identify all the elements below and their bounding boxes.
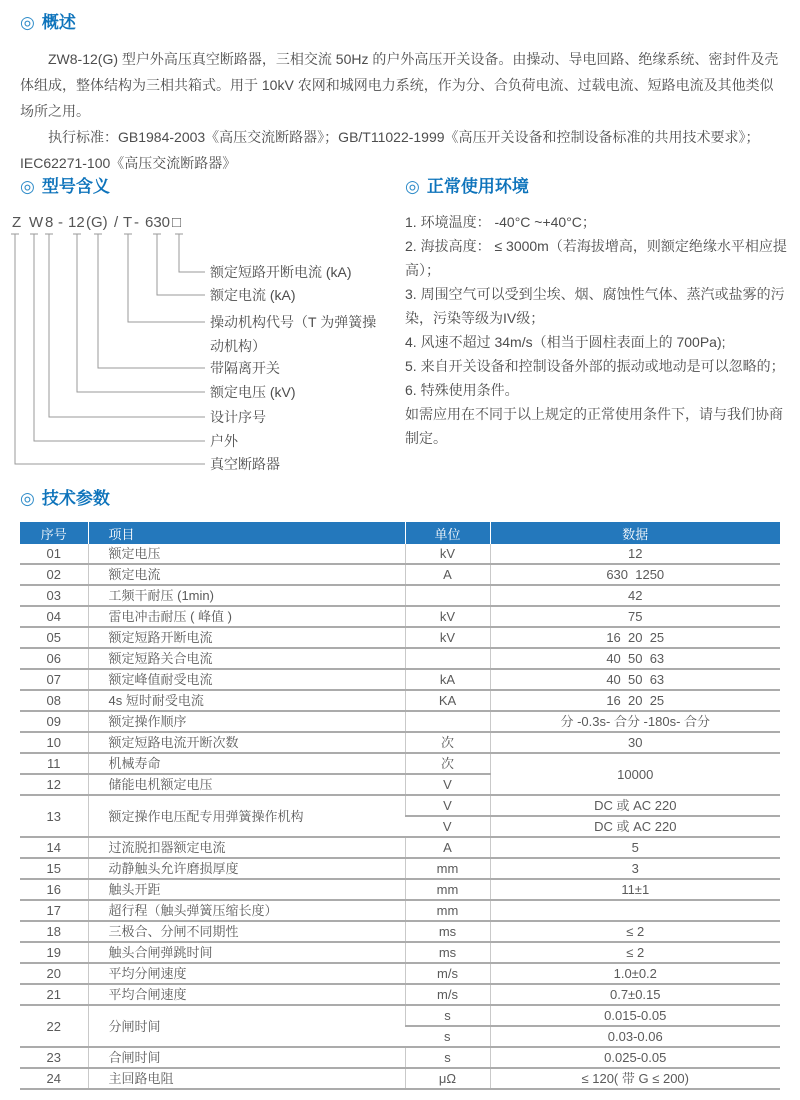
cell-no: 07: [20, 669, 88, 690]
overview-title-text: 概述: [41, 13, 76, 32]
cell-unit: s: [405, 1047, 490, 1068]
tech-params-header: [20, 522, 780, 544]
table-row: [20, 963, 780, 984]
cell-data: 3: [490, 858, 780, 879]
table-row: [20, 1047, 780, 1068]
cell-unit: s: [405, 1026, 490, 1047]
environment-title-text: 正常使用环境: [426, 177, 529, 196]
environment-conditions-list: [405, 210, 795, 450]
cell-unit: V: [405, 774, 490, 795]
cell-unit: mm: [405, 858, 490, 879]
cell-item: 额定电流: [88, 564, 405, 585]
environment-condition-line: 2. 海拔高度： ≤ 3000m（若海拔增高，则额定绝缘水平相应提高）；: [405, 238, 787, 278]
cell-unit: A: [405, 564, 490, 585]
cell-item: 平均合闸速度: [88, 984, 405, 1005]
cell-item: 平均分闸速度: [88, 963, 405, 984]
cell-unit: ms: [405, 921, 490, 942]
model-code-token: T: [123, 214, 133, 231]
cell-unit: 次: [405, 753, 490, 774]
model-code-label: 额定电流 (kA): [210, 287, 296, 303]
cell-unit: V: [405, 816, 490, 837]
cell-unit: ms: [405, 942, 490, 963]
cell-unit: mm: [405, 900, 490, 921]
table-row: [20, 690, 780, 711]
tech-params-table: [20, 522, 780, 1090]
header-cell-item: 项目: [88, 522, 405, 544]
cell-unit: kV: [405, 544, 490, 564]
table-row: [20, 753, 780, 774]
model-code-token: -: [58, 214, 63, 231]
cell-data: 75: [490, 606, 780, 627]
model-code-label: 带隔离开关: [210, 360, 280, 376]
cell-unit: kA: [405, 669, 490, 690]
cell-data: 0.7±0.15: [490, 984, 780, 1005]
cell-item: 额定短路电流开断次数: [88, 732, 405, 753]
table-row: [20, 606, 780, 627]
cell-no: 15: [20, 858, 88, 879]
table-row: [20, 942, 780, 963]
tech-params-title: [20, 488, 780, 510]
table-row: [20, 795, 780, 816]
cell-item: 额定峰值耐受电流: [88, 669, 405, 690]
table-row: [20, 921, 780, 942]
table-row: [20, 900, 780, 921]
cell-item: 过流脱扣器额定电流: [88, 837, 405, 858]
model-meaning-title: [20, 176, 110, 198]
overview-standards-paragraph: 执行标准：GB1984-2003《高压交流断路器》；GB/T11022-1999《高压开关设备和控制设备标准的共用技术要求》；IEC62271-100《高压交流断路器》: [20, 129, 760, 171]
cell-unit: kV: [405, 627, 490, 648]
cell-data: 630 1250: [490, 564, 780, 585]
cell-data: 40 50 63: [490, 669, 780, 690]
cell-item: 机械寿命: [88, 753, 405, 774]
cell-data: ≤ 2: [490, 942, 780, 963]
cell-item: 触头开距: [88, 879, 405, 900]
cell-no: 09: [20, 711, 88, 732]
table-row: [20, 837, 780, 858]
cell-unit: mm: [405, 879, 490, 900]
table-row: [20, 648, 780, 669]
tech-params-title-text: 技术参数: [41, 489, 110, 508]
cell-data: 分 -0.3s- 合分 -180s- 合分: [490, 711, 780, 732]
model-code-token: 630: [145, 214, 171, 231]
cell-no: 24: [20, 1068, 88, 1089]
cell-item: 合闸时间: [88, 1047, 405, 1068]
cell-item: 超行程（触头弹簧压缩长度）: [88, 900, 405, 921]
overview-section: [0, 0, 800, 176]
header-row: [20, 522, 780, 544]
cell-no: 02: [20, 564, 88, 585]
section-bullet-icon: ◎: [20, 13, 35, 32]
cell-data: ≤ 120( 带 G ≤ 200): [490, 1068, 780, 1089]
cell-item: 额定电压: [88, 544, 405, 564]
model-code-label: 额定短路开断电流 (kA): [210, 264, 352, 280]
cell-unit: kV: [405, 606, 490, 627]
model-code-label: 额定电压 (kV): [210, 384, 296, 400]
cell-no: 16: [20, 879, 88, 900]
cell-item: 额定操作顺序: [88, 711, 405, 732]
cell-item: 储能电机额定电压: [88, 774, 405, 795]
cell-item: 雷电冲击耐压 ( 峰值 ): [88, 606, 405, 627]
model-code-label: 设计序号: [210, 409, 266, 425]
cell-unit: 次: [405, 732, 490, 753]
cell-data: 42: [490, 585, 780, 606]
cell-unit: KA: [405, 690, 490, 711]
cell-data: 1.0±0.2: [490, 963, 780, 984]
cell-unit: A: [405, 837, 490, 858]
cell-item: 动静触头允许磨损厚度: [88, 858, 405, 879]
cell-item: 三极合、分闸不同期性: [88, 921, 405, 942]
table-row: [20, 879, 780, 900]
cell-item: 触头合闸弹跳时间: [88, 942, 405, 963]
environment-condition-line: 5. 来自开关设备和控制设备外部的振动或地动是可以忽略的；: [405, 358, 785, 374]
cell-data: 11±1: [490, 879, 780, 900]
model-code-token: W: [29, 214, 44, 231]
cell-no: 03: [20, 585, 88, 606]
environment-title: [405, 176, 529, 198]
table-row: [20, 544, 780, 564]
table-row: [20, 732, 780, 753]
environment-condition-line: 如需应用在不同于以上规定的正常使用条件下，请与我们协商制定。: [405, 406, 783, 446]
cell-data: 12: [490, 544, 780, 564]
cell-no: 21: [20, 984, 88, 1005]
section-bullet-icon: ◎: [405, 177, 420, 196]
cell-no: 22: [20, 1005, 88, 1047]
cell-unit: m/s: [405, 984, 490, 1005]
environment-condition-line: 1. 环境温度： -40°C ~+40°C；: [405, 214, 596, 230]
model-code-token: □: [172, 214, 182, 231]
cell-item: 4s 短时耐受电流: [88, 690, 405, 711]
header-cell-data: 数据: [490, 522, 780, 544]
tech-params-section: [0, 488, 800, 1090]
model-code-token: Z: [12, 214, 22, 231]
table-row: [20, 585, 780, 606]
environment-condition-line: 6. 特殊使用条件。: [405, 382, 519, 398]
cell-no: 04: [20, 606, 88, 627]
cell-unit: [405, 585, 490, 606]
cell-item: 额定操作电压配专用弹簧操作机构: [88, 795, 405, 837]
cell-no: 12: [20, 774, 88, 795]
cell-data: 0.015-0.05: [490, 1005, 780, 1026]
cell-data: 30: [490, 732, 780, 753]
cell-data: DC 或 AC 220: [490, 816, 780, 837]
cell-data: [490, 900, 780, 921]
tech-params-body: [20, 544, 780, 1089]
cell-data: 16 20 25: [490, 690, 780, 711]
model-code-label: 户外: [210, 433, 238, 449]
table-row: [20, 711, 780, 732]
cell-no: 13: [20, 795, 88, 837]
cell-no: 17: [20, 900, 88, 921]
cell-data: 5: [490, 837, 780, 858]
table-row: [20, 564, 780, 585]
cell-data: 0.025-0.05: [490, 1047, 780, 1068]
cell-data: DC 或 AC 220: [490, 795, 780, 816]
overview-title: [20, 12, 780, 34]
cell-item: 工频干耐压 (1min): [88, 585, 405, 606]
cell-no: 05: [20, 627, 88, 648]
overview-paragraph: ZW8-12(G) 型户外高压真空断路器，三相交流 50Hz 的户外高压开关设备。由操动、导电回路、绝缘系统、密封件及壳体组成，整体结构为三相共箱式。用于 10kV 农网和城网电力系统，作为分、合负荷电流、过载电流、短路电流及其他类似场所之用。: [20, 51, 779, 119]
header-cell-no: 序号: [20, 522, 88, 544]
cell-no: 18: [20, 921, 88, 942]
cell-unit: [405, 711, 490, 732]
cell-item: 主回路电阻: [88, 1068, 405, 1089]
cell-unit: s: [405, 1005, 490, 1026]
model-code-label: 操动机构代号（T 为弹簧操动机构）: [210, 314, 377, 354]
cell-unit: m/s: [405, 963, 490, 984]
model-code-token: -: [134, 214, 139, 231]
model-code-token: /: [114, 214, 119, 231]
cell-data: 40 50 63: [490, 648, 780, 669]
model-code-token: 8: [45, 214, 54, 231]
model-meaning-title-text: 型号含义: [41, 177, 110, 196]
cell-no: 14: [20, 837, 88, 858]
cell-data: 16 20 25: [490, 627, 780, 648]
table-row: [20, 984, 780, 1005]
table-row: [20, 627, 780, 648]
cell-no: 10: [20, 732, 88, 753]
cell-item: 额定短路开断电流: [88, 627, 405, 648]
model-code-label: 真空断路器: [210, 456, 280, 472]
table-row: [20, 1005, 780, 1026]
cell-data: 0.03-0.06: [490, 1026, 780, 1047]
cell-unit: μΩ: [405, 1068, 490, 1089]
model-code-diagram: [10, 214, 392, 480]
table-row: [20, 1068, 780, 1089]
cell-no: 01: [20, 544, 88, 564]
cell-item: 额定短路关合电流: [88, 648, 405, 669]
model-code-token: 12: [68, 214, 85, 231]
cell-no: 23: [20, 1047, 88, 1068]
cell-no: 08: [20, 690, 88, 711]
cell-no: 06: [20, 648, 88, 669]
cell-item: 分闸时间: [88, 1005, 405, 1047]
environment-condition-line: 3. 周围空气可以受到尘埃、烟、腐蚀性气体、蒸汽或盐雾的污染，污染等级为IV级；: [405, 286, 785, 326]
cell-unit: [405, 648, 490, 669]
environment-condition-line: 4. 风速不超过 34m/s（相当于圆柱表面上的 700Pa);: [405, 334, 726, 350]
table-row: [20, 669, 780, 690]
cell-unit: V: [405, 795, 490, 816]
cell-no: 19: [20, 942, 88, 963]
cell-no: 20: [20, 963, 88, 984]
section-bullet-icon: ◎: [20, 177, 35, 196]
section-bullet-icon: ◎: [20, 489, 35, 508]
table-row: [20, 858, 780, 879]
header-cell-unit: 单位: [405, 522, 490, 544]
cell-no: 11: [20, 753, 88, 774]
cell-data: 10000: [490, 753, 780, 795]
middle-columns: [0, 176, 800, 482]
cell-data: ≤ 2: [490, 921, 780, 942]
model-code-token: (G): [86, 214, 108, 231]
